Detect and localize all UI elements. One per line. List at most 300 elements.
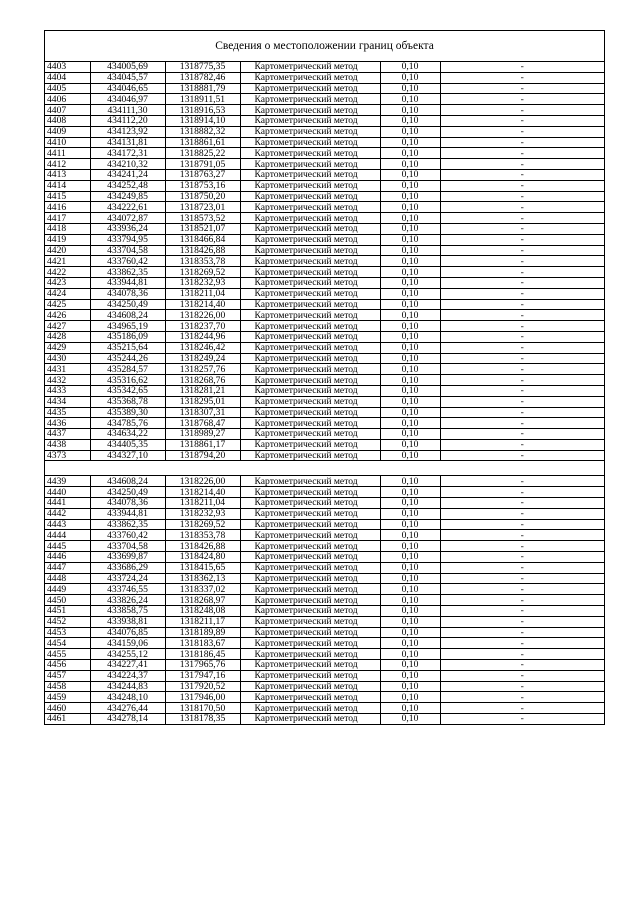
description-cell: - [440, 299, 604, 310]
table-row [45, 169, 604, 180]
point-number-cell: 4433 [45, 385, 90, 396]
x-coordinate-cell: 434608,24 [90, 310, 165, 321]
method-cell: Картометрический метод [240, 180, 380, 191]
x-coordinate-cell: 433704,58 [90, 541, 165, 552]
y-coordinate-cell: 1318248,08 [165, 606, 240, 617]
accuracy-cell: 0,10 [380, 245, 440, 256]
accuracy-cell: 0,10 [380, 375, 440, 386]
x-coordinate-cell: 434608,24 [90, 476, 165, 487]
table-row [45, 439, 604, 450]
method-cell: Картометрический метод [240, 310, 380, 321]
point-number-cell: 4425 [45, 299, 90, 310]
accuracy-cell: 0,10 [380, 299, 440, 310]
description-cell: - [440, 169, 604, 180]
point-number-cell: 4455 [45, 649, 90, 660]
description-cell: - [440, 530, 604, 541]
table-row [45, 159, 604, 170]
point-number-cell: 4424 [45, 288, 90, 299]
point-number-cell: 4452 [45, 616, 90, 627]
method-cell: Картометрический метод [240, 159, 380, 170]
table-row [45, 649, 604, 660]
description-cell: - [440, 606, 604, 617]
x-coordinate-cell: 435186,09 [90, 331, 165, 342]
method-cell: Картометрический метод [240, 299, 380, 310]
method-cell: Картометрический метод [240, 562, 380, 573]
accuracy-cell: 0,10 [380, 105, 440, 116]
point-number-cell: 4409 [45, 126, 90, 137]
description-cell: - [440, 519, 604, 530]
accuracy-cell: 0,10 [380, 191, 440, 202]
description-cell: - [440, 703, 604, 714]
table-row [45, 256, 604, 267]
method-cell: Картометрический метод [240, 191, 380, 202]
x-coordinate-cell: 433760,42 [90, 256, 165, 267]
x-coordinate-cell: 433794,95 [90, 234, 165, 245]
method-cell: Картометрический метод [240, 681, 380, 692]
table-row [45, 670, 604, 681]
description-cell: - [440, 191, 604, 202]
method-cell: Картометрический метод [240, 342, 380, 353]
method-cell: Картометрический метод [240, 321, 380, 332]
y-coordinate-cell: 1318989,27 [165, 429, 240, 440]
description-cell: - [440, 115, 604, 126]
point-number-cell: 4418 [45, 223, 90, 234]
method-cell: Картометрический метод [240, 530, 380, 541]
description-cell: - [440, 148, 604, 159]
x-coordinate-cell: 434076,85 [90, 627, 165, 638]
accuracy-cell: 0,10 [380, 627, 440, 638]
method-cell: Картометрический метод [240, 584, 380, 595]
y-coordinate-cell: 1318882,32 [165, 126, 240, 137]
table-row [45, 321, 604, 332]
description-cell: - [440, 508, 604, 519]
y-coordinate-cell: 1318183,67 [165, 638, 240, 649]
description-cell: - [440, 498, 604, 509]
description-cell: - [440, 649, 604, 660]
table-row [45, 72, 604, 83]
y-coordinate-cell: 1318214,40 [165, 299, 240, 310]
method-cell: Картометрический метод [240, 137, 380, 148]
table-row [45, 83, 604, 94]
form-title: Сведения о местоположении границ объекта [45, 31, 604, 62]
y-coordinate-cell: 1318237,70 [165, 321, 240, 332]
table-row [45, 519, 604, 530]
method-cell: Картометрический метод [240, 418, 380, 429]
y-coordinate-cell: 1317946,00 [165, 692, 240, 703]
x-coordinate-cell: 433938,81 [90, 616, 165, 627]
y-coordinate-cell: 1318214,40 [165, 487, 240, 498]
x-coordinate-cell: 434078,36 [90, 288, 165, 299]
accuracy-cell: 0,10 [380, 396, 440, 407]
coordinates-table [45, 62, 604, 724]
x-coordinate-cell: 434255,12 [90, 649, 165, 660]
method-cell: Картометрический метод [240, 714, 380, 724]
separator-cell [45, 461, 604, 476]
x-coordinate-cell: 433699,87 [90, 552, 165, 563]
accuracy-cell: 0,10 [380, 256, 440, 267]
y-coordinate-cell: 1318281,21 [165, 385, 240, 396]
y-coordinate-cell: 1318189,89 [165, 627, 240, 638]
accuracy-cell: 0,10 [380, 62, 440, 72]
x-coordinate-cell: 435368,78 [90, 396, 165, 407]
description-cell: - [520, 713, 524, 724]
accuracy-cell: 0,10 [380, 72, 440, 83]
accuracy-cell: 0,10 [380, 508, 440, 519]
table-row [45, 703, 604, 714]
point-number-cell: 4408 [45, 115, 90, 126]
description-cell: - [440, 223, 604, 234]
y-coordinate-cell: 1318881,79 [165, 83, 240, 94]
description-cell: - [440, 331, 604, 342]
x-coordinate-cell: 434210,32 [90, 159, 165, 170]
y-coordinate-cell: 1318750,20 [165, 191, 240, 202]
point-number-cell: 4434 [45, 396, 90, 407]
accuracy-cell: 0,10 [380, 342, 440, 353]
accuracy-cell: 0,10 [380, 573, 440, 584]
accuracy-cell: 0,10 [380, 148, 440, 159]
point-number-cell: 4427 [45, 321, 90, 332]
point-number-cell: 4422 [45, 267, 90, 278]
x-coordinate-cell: 433724,24 [90, 573, 165, 584]
accuracy-cell: 0,10 [380, 638, 440, 649]
table-row [45, 541, 604, 552]
table-row [45, 202, 604, 213]
x-coordinate-cell: 434405,35 [90, 439, 165, 450]
description-cell: - [440, 353, 604, 364]
point-number-cell: 4439 [45, 476, 90, 487]
method-cell: Картометрический метод [240, 638, 380, 649]
table-row [45, 105, 604, 116]
accuracy-cell: 0,10 [380, 277, 440, 288]
accuracy-cell: 0,10 [380, 703, 440, 714]
method-cell: Картометрический метод [240, 375, 380, 386]
point-number-cell: 4461 [45, 714, 90, 724]
point-number-cell: 4423 [45, 277, 90, 288]
y-coordinate-cell: 1318426,88 [165, 245, 240, 256]
table-row [45, 137, 604, 148]
accuracy-cell: 0,10 [380, 439, 440, 450]
x-coordinate-cell: 434244,83 [90, 681, 165, 692]
x-coordinate-cell: 434072,87 [90, 213, 165, 224]
description-cell: - [440, 180, 604, 191]
table-row [45, 94, 604, 105]
point-number-cell: 4412 [45, 159, 90, 170]
table-row [45, 407, 604, 418]
description-cell: - [440, 681, 604, 692]
point-number-cell: 4449 [45, 584, 90, 595]
x-coordinate-cell: 434045,57 [90, 72, 165, 83]
point-number-cell: 4429 [45, 342, 90, 353]
method-cell: Картометрический метод [240, 364, 380, 375]
accuracy-cell: 0,10 [380, 169, 440, 180]
table-row [45, 342, 604, 353]
accuracy-cell: 0,10 [380, 681, 440, 692]
x-coordinate-cell: 433826,24 [90, 595, 165, 606]
x-coordinate-cell: 435389,30 [90, 407, 165, 418]
x-coordinate-cell: 434222,61 [90, 202, 165, 213]
y-coordinate-cell: 1318424,80 [165, 552, 240, 563]
x-coordinate-cell: 433858,75 [90, 606, 165, 617]
y-coordinate-cell: 1318249,24 [165, 353, 240, 364]
point-number-cell: 4459 [45, 692, 90, 703]
method-cell: Картометрический метод [240, 126, 380, 137]
y-coordinate-cell: 1318232,93 [165, 277, 240, 288]
table-row [45, 299, 604, 310]
method-cell: Картометрический метод [240, 148, 380, 159]
y-coordinate-cell: 1317965,76 [165, 660, 240, 671]
table-row [45, 277, 604, 288]
accuracy-cell: 0,10 [380, 180, 440, 191]
description-cell: - [440, 62, 604, 72]
accuracy-cell: 0,10 [380, 541, 440, 552]
table-row [45, 692, 604, 703]
y-coordinate-cell: 1318353,78 [165, 256, 240, 267]
accuracy-cell: 0,10 [380, 137, 440, 148]
table-row [45, 385, 604, 396]
method-cell: Картометрический метод [240, 552, 380, 563]
y-coordinate-cell: 1317947,16 [165, 670, 240, 681]
description-cell: - [440, 105, 604, 116]
y-coordinate-cell: 1318226,00 [165, 476, 240, 487]
point-number-cell: 4428 [45, 331, 90, 342]
table-row [45, 681, 604, 692]
x-coordinate-cell: 434785,76 [90, 418, 165, 429]
point-number-cell: 4437 [45, 429, 90, 440]
accuracy-cell: 0,10 [380, 418, 440, 429]
y-coordinate-cell: 1318861,17 [165, 439, 240, 450]
y-coordinate-cell: 1318226,00 [165, 310, 240, 321]
description-cell: - [440, 476, 604, 487]
method-cell: Картометрический метод [240, 234, 380, 245]
table-row [45, 508, 604, 519]
x-coordinate-cell: 435342,65 [90, 385, 165, 396]
point-number-cell: 4416 [45, 202, 90, 213]
table-row [45, 364, 604, 375]
point-number-cell: 4451 [45, 606, 90, 617]
accuracy-cell: 0,10 [380, 115, 440, 126]
accuracy-cell: 0,10 [380, 385, 440, 396]
method-cell: Картометрический метод [240, 649, 380, 660]
table-row [45, 606, 604, 617]
point-number-cell: 4413 [45, 169, 90, 180]
point-number-cell: 4456 [45, 660, 90, 671]
table-row [45, 714, 604, 724]
x-coordinate-cell: 434159,06 [90, 638, 165, 649]
y-coordinate-cell: 1318763,27 [165, 169, 240, 180]
accuracy-cell: 0,10 [380, 584, 440, 595]
method-cell: Картометрический метод [240, 703, 380, 714]
table-row [45, 126, 604, 137]
x-coordinate-cell: 434278,14 [90, 714, 165, 724]
x-coordinate-cell: 434224,37 [90, 670, 165, 681]
point-number-cell: 4448 [45, 573, 90, 584]
x-coordinate-cell: 433944,81 [90, 277, 165, 288]
description-cell: - [440, 429, 604, 440]
y-coordinate-cell: 1318573,52 [165, 213, 240, 224]
method-cell: Картометрический метод [240, 606, 380, 617]
x-coordinate-cell: 435215,64 [90, 342, 165, 353]
accuracy-cell: 0,10 [380, 552, 440, 563]
x-coordinate-cell: 433746,55 [90, 584, 165, 595]
x-coordinate-cell: 434248,10 [90, 692, 165, 703]
description-cell: - [440, 202, 604, 213]
accuracy-cell: 0,10 [380, 595, 440, 606]
y-coordinate-cell: 1318337,02 [165, 584, 240, 595]
x-coordinate-cell: 434241,24 [90, 169, 165, 180]
method-cell: Картометрический метод [240, 541, 380, 552]
description-cell: - [440, 277, 604, 288]
method-cell: Картометрический метод [240, 83, 380, 94]
table-row [45, 267, 604, 278]
table-row [45, 552, 604, 563]
boundary-info-form [44, 30, 605, 725]
method-cell: Картометрический метод [240, 498, 380, 509]
x-coordinate-cell: 434172,31 [90, 148, 165, 159]
point-number-cell: 4443 [45, 519, 90, 530]
description-cell: - [440, 541, 604, 552]
method-cell: Картометрический метод [240, 450, 380, 461]
accuracy-cell: 0,10 [380, 562, 440, 573]
accuracy-cell: 0,10 [380, 714, 440, 724]
y-coordinate-cell: 1318246,42 [165, 342, 240, 353]
point-number-cell: 4440 [45, 487, 90, 498]
point-number-cell: 4430 [45, 353, 90, 364]
y-coordinate-cell: 1318269,52 [165, 519, 240, 530]
accuracy-cell: 0,10 [380, 606, 440, 617]
accuracy-cell: 0,10 [380, 429, 440, 440]
x-coordinate-cell: 433704,58 [90, 245, 165, 256]
method-cell: Картометрический метод [240, 169, 380, 180]
description-cell: - [440, 692, 604, 703]
table-row [45, 180, 604, 191]
accuracy-cell: 0,10 [380, 288, 440, 299]
coordinates-table-body [45, 62, 604, 724]
table-row [45, 62, 604, 72]
description-cell: - [440, 418, 604, 429]
point-number-cell: 4432 [45, 375, 90, 386]
x-coordinate-cell: 434131,81 [90, 137, 165, 148]
x-coordinate-cell: 434250,49 [90, 299, 165, 310]
x-coordinate-cell: 434046,97 [90, 94, 165, 105]
table-row [45, 396, 604, 407]
accuracy-cell: 0,10 [380, 487, 440, 498]
table-row [45, 353, 604, 364]
point-number-cell: 4444 [45, 530, 90, 541]
x-coordinate-cell: 435316,62 [90, 375, 165, 386]
description-cell: - [440, 364, 604, 375]
method-cell: Картометрический метод [240, 407, 380, 418]
point-number-cell: 4403 [45, 62, 90, 72]
point-number-cell: 4417 [45, 213, 90, 224]
point-number-cell: 4407 [45, 105, 90, 116]
method-cell: Картометрический метод [240, 105, 380, 116]
point-number-cell: 4458 [45, 681, 90, 692]
accuracy-cell: 0,10 [380, 159, 440, 170]
description-cell: - [440, 245, 604, 256]
description-cell: - [440, 385, 604, 396]
description-cell: - [440, 159, 604, 170]
accuracy-cell: 0,10 [380, 364, 440, 375]
method-cell: Картометрический метод [240, 213, 380, 224]
y-coordinate-cell: 1318791,05 [165, 159, 240, 170]
x-coordinate-cell: 434005,69 [90, 62, 165, 72]
x-coordinate-cell: 434112,20 [90, 115, 165, 126]
method-cell: Картометрический метод [240, 670, 380, 681]
table-row [45, 115, 604, 126]
table-row [45, 223, 604, 234]
y-coordinate-cell: 1318211,04 [165, 288, 240, 299]
accuracy-cell: 0,10 [380, 530, 440, 541]
description-cell: - [440, 72, 604, 83]
y-coordinate-cell: 1318426,88 [165, 541, 240, 552]
accuracy-cell: 0,10 [380, 616, 440, 627]
description-cell: - [440, 450, 604, 461]
method-cell: Картометрический метод [240, 62, 380, 72]
method-cell: Картометрический метод [240, 385, 380, 396]
accuracy-cell: 0,10 [380, 94, 440, 105]
accuracy-cell: 0,10 [380, 331, 440, 342]
point-number-cell: 4457 [45, 670, 90, 681]
point-number-cell: 4373 [45, 450, 90, 461]
y-coordinate-cell: 1318825,22 [165, 148, 240, 159]
point-number-cell: 4410 [45, 137, 90, 148]
x-coordinate-cell: 435244,26 [90, 353, 165, 364]
y-coordinate-cell: 1318775,35 [165, 62, 240, 72]
accuracy-cell: 0,10 [380, 223, 440, 234]
table-row [45, 660, 604, 671]
x-coordinate-cell: 434276,44 [90, 703, 165, 714]
y-coordinate-cell: 1318307,31 [165, 407, 240, 418]
y-coordinate-cell: 1318753,16 [165, 180, 240, 191]
accuracy-cell: 0,10 [380, 450, 440, 461]
method-cell: Картометрический метод [240, 660, 380, 671]
accuracy-cell: 0,10 [380, 498, 440, 509]
x-coordinate-cell: 434634,22 [90, 429, 165, 440]
method-cell: Картометрический метод [240, 277, 380, 288]
x-coordinate-cell: 434111,30 [90, 105, 165, 116]
point-number-cell: 4445 [45, 541, 90, 552]
table-row [45, 429, 604, 440]
method-cell: Картометрический метод [240, 476, 380, 487]
y-coordinate-cell: 1318178,35 [165, 714, 240, 724]
method-cell: Картометрический метод [240, 288, 380, 299]
y-coordinate-cell: 1318257,76 [165, 364, 240, 375]
description-cell: - [440, 342, 604, 353]
x-coordinate-cell: 434249,85 [90, 191, 165, 202]
y-coordinate-cell: 1318794,20 [165, 450, 240, 461]
point-number-cell: 4450 [45, 595, 90, 606]
point-number-cell: 4426 [45, 310, 90, 321]
x-coordinate-cell: 434227,41 [90, 660, 165, 671]
y-coordinate-cell: 1318170,50 [165, 703, 240, 714]
x-coordinate-cell: 433944,81 [90, 508, 165, 519]
table-row [45, 638, 604, 649]
method-cell: Картометрический метод [240, 487, 380, 498]
point-number-cell: 4436 [45, 418, 90, 429]
method-cell: Картометрический метод [240, 267, 380, 278]
accuracy-cell: 0,10 [380, 321, 440, 332]
method-cell: Картометрический метод [240, 72, 380, 83]
description-cell: - [440, 595, 604, 606]
description-cell: - [440, 234, 604, 245]
x-coordinate-cell: 433686,29 [90, 562, 165, 573]
point-number-cell: 4415 [45, 191, 90, 202]
method-cell: Картометрический метод [240, 519, 380, 530]
y-coordinate-cell: 1318861,61 [165, 137, 240, 148]
y-coordinate-cell: 1318911,51 [165, 94, 240, 105]
y-coordinate-cell: 1318916,53 [165, 105, 240, 116]
table-row [45, 487, 604, 498]
